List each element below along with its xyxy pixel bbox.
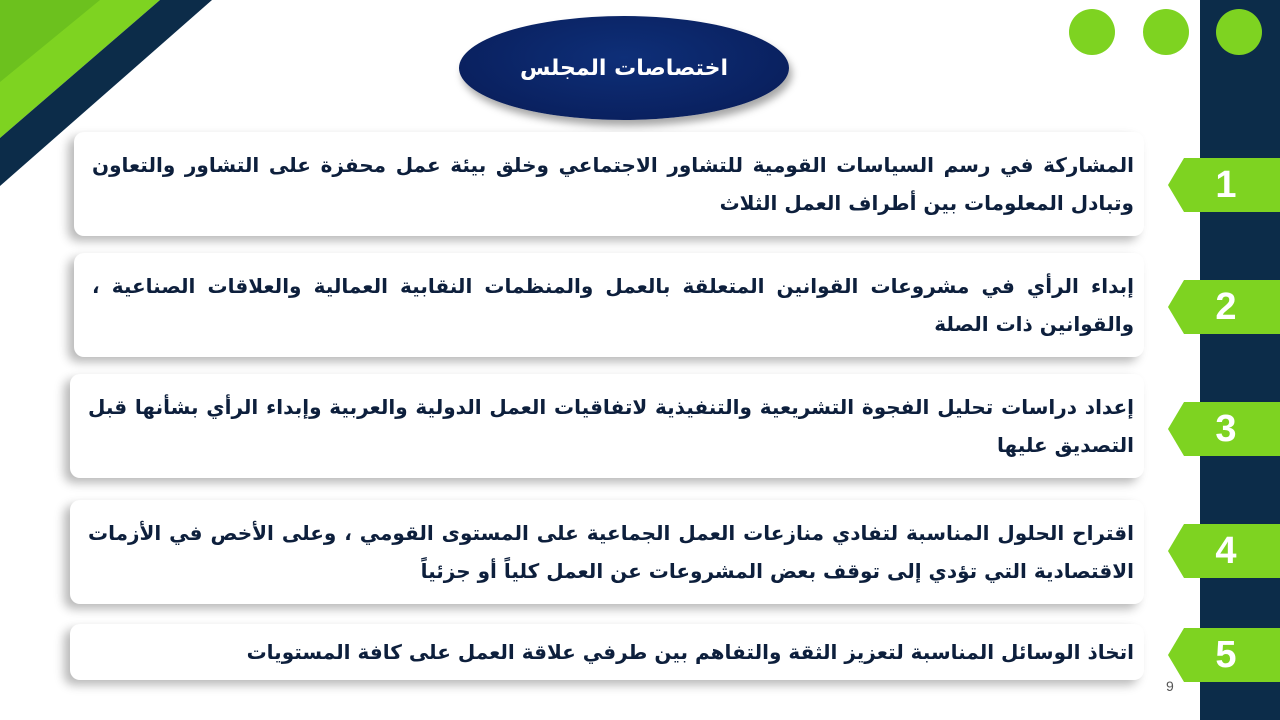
item-text: اقتراح الحلول المناسبة لتفادي منازعات العمل الجماعية على المستوى القومي ، وعلى الأخص في الأزمات الاقتصادية التي تؤدي إلى توقف بعض المشروعات عن العمل كلياً أو جزئياً — [88, 521, 1134, 583]
item-text: إعداد دراسات تحليل الفجوة التشريعية والتنفيذية لاتفاقيات العمل الدولية والعربية وإبداء الرأي بشأنها قبل التصديق عليها — [88, 395, 1134, 457]
decorative-dot — [1143, 9, 1189, 55]
item-card-1 — [74, 132, 1144, 236]
item-text: إبداء الرأي في مشروعات القوانين المتعلقة بالعمل والمنظمات النقابية العمالية والعلاقات الصناعية ، والقوانين ذات الصلة — [92, 274, 1134, 336]
number-tab-4 — [1168, 524, 1280, 578]
page-number: 9 — [1166, 678, 1174, 694]
item-number: 5 — [1215, 633, 1237, 676]
decorative-dot — [1216, 9, 1262, 55]
item-card-5 — [70, 624, 1144, 680]
item-number: 2 — [1215, 285, 1237, 328]
number-tab-5 — [1168, 628, 1280, 682]
item-text: المشاركة في رسم السياسات القومية للتشاور الاجتماعي وخلق بيئة عمل محفزة على التشاور والتعاون وتبادل المعلومات بين أطراف العمل الثلاث — [92, 153, 1134, 215]
item-number: 4 — [1215, 529, 1237, 572]
number-tab-3 — [1168, 402, 1280, 456]
item-number: 1 — [1215, 163, 1237, 206]
item-number: 3 — [1215, 407, 1237, 450]
item-card-4 — [70, 500, 1144, 604]
number-tab-2 — [1168, 280, 1280, 334]
decorative-dot — [1069, 9, 1115, 55]
item-card-2 — [74, 253, 1144, 357]
right-sidebar — [1200, 0, 1280, 720]
item-card-3 — [70, 374, 1144, 478]
slide-title: اختصاصات المجلس — [519, 55, 729, 81]
number-tab-1 — [1168, 158, 1280, 212]
item-text: اتخاذ الوسائل المناسبة لتعزيز الثقة والتفاهم بين طرفي علاقة العمل على كافة المستويات — [246, 640, 1134, 664]
title-badge — [459, 16, 789, 120]
